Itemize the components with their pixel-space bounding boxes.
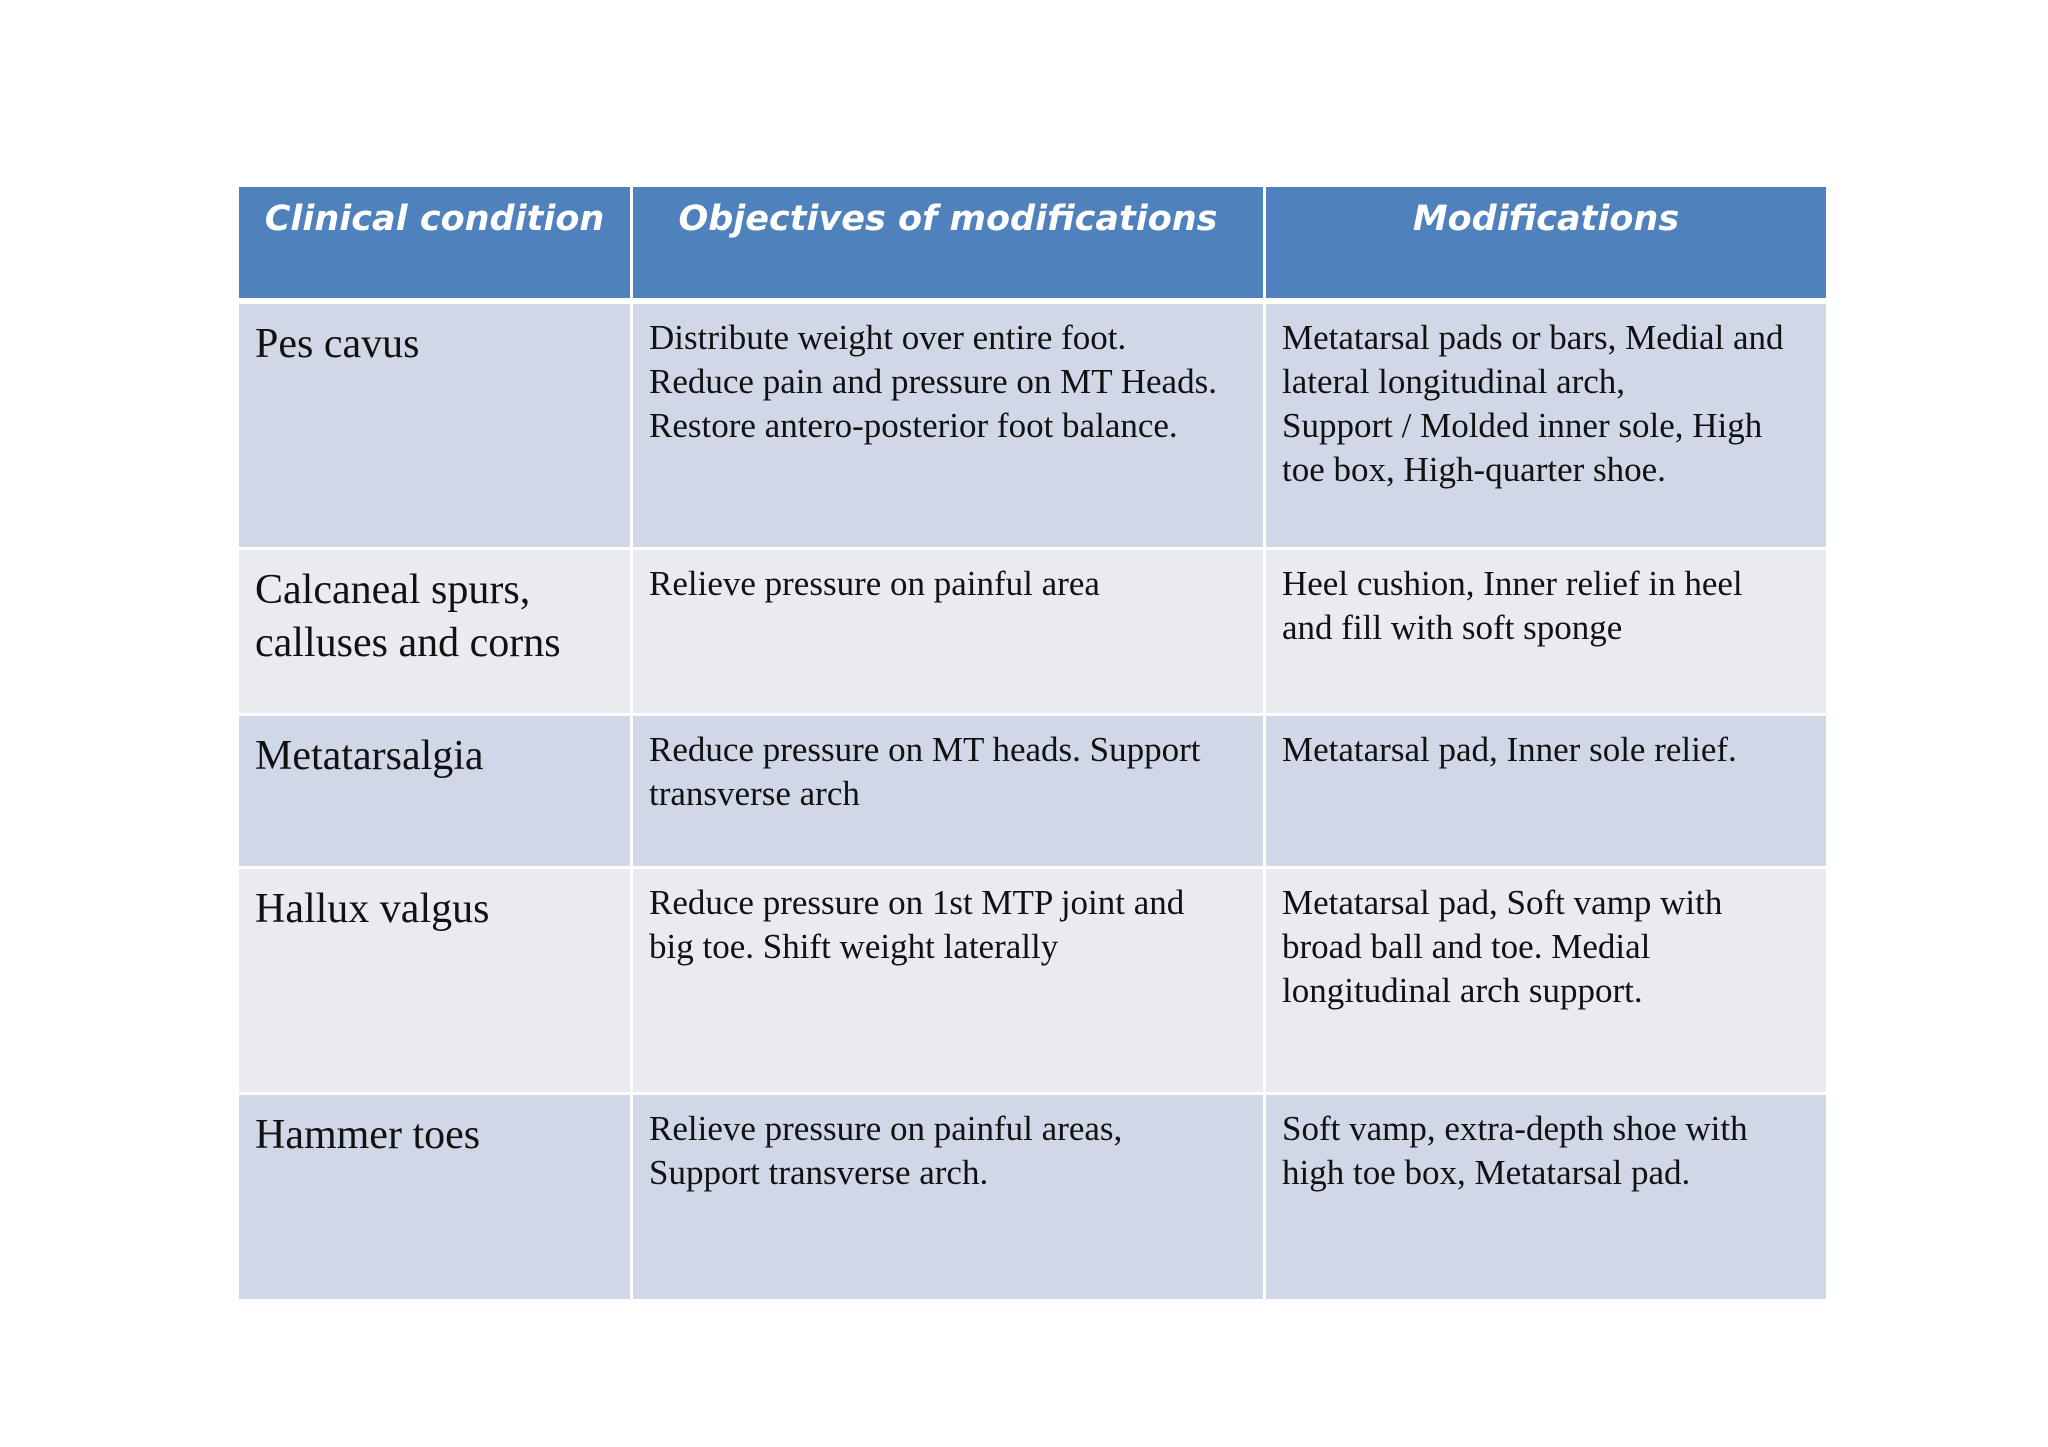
condition-cell [238,715,632,868]
objectives-text: big toe. Shift weight laterally [649,927,1059,966]
table-row [238,301,1828,549]
modifications-cell [1265,549,1828,715]
table-row [238,715,1828,868]
modifications-cell [1265,1094,1828,1301]
condition-text: Calcaneal spurs, [255,567,531,613]
modifications-text: lateral longitudinal arch, [1282,361,1626,401]
objectives-text: Support transverse arch. [649,1153,989,1192]
modifications-text: Metatarsal pad, Inner sole relief. [1282,730,1737,769]
condition-text: Hallux valgus [255,886,490,932]
objectives-text: Restore antero-posterior foot balance. [649,405,1178,445]
condition-text: Metatarsalgia [255,733,484,779]
condition-text: Pes cavus [255,320,420,367]
objectives-cell [632,301,1265,549]
objectives-text: transverse arch [649,774,860,813]
modifications-text: Heel cushion, Inner relief in heel [1282,564,1743,603]
condition-text: Hammer toes [255,1112,481,1158]
modifications-text: high toe box, Metatarsal pad. [1282,1153,1691,1192]
table-header-row [238,186,1828,301]
modifications-cell [1265,715,1828,868]
objectives-cell [632,549,1265,715]
modifications-text: Soft vamp, extra-depth shoe with [1282,1109,1748,1148]
table-row [238,549,1828,715]
objectives-cell [632,868,1265,1094]
modifications-text: Metatarsal pad, Soft vamp with [1282,883,1723,922]
objectives-cell [632,715,1265,868]
objectives-cell [632,1094,1265,1301]
modifications-text: and fill with soft sponge [1282,608,1623,647]
condition-cell [238,301,632,549]
objectives-text: Relieve pressure on painful area [649,564,1100,603]
condition-cell [238,868,632,1094]
header-modifications: Modifications [1265,186,1828,301]
table-row [238,1094,1828,1301]
modifications-text: longitudinal arch support. [1282,971,1643,1010]
header-objectives: Objectives of modifications [632,186,1265,301]
objectives-text: Reduce pressure on 1st MTP joint and [649,883,1185,922]
objectives-text: Reduce pressure on MT heads. Support [649,730,1201,769]
condition-cell [238,1094,632,1301]
condition-cell [238,549,632,715]
modifications-cell [1265,868,1828,1094]
modifications-text: Support / Molded inner sole, High [1282,405,1763,445]
objectives-text: Reduce pain and pressure on MT Heads. [649,361,1217,401]
condition-text: calluses and corns [255,620,561,666]
objectives-text: Relieve pressure on painful areas, [649,1109,1123,1148]
objectives-text: Distribute weight over entire foot. [649,317,1127,357]
header-clinical-condition: Clinical condition [238,186,632,301]
modifications-text: Metatarsal pads or bars, Medial and [1282,317,1784,357]
modifications-text: broad ball and toe. Medial [1282,927,1651,966]
foot-conditions-table [236,184,1829,1302]
table-row [238,868,1828,1094]
modifications-cell [1265,301,1828,549]
modifications-text: toe box, High-quarter shoe. [1282,449,1666,489]
